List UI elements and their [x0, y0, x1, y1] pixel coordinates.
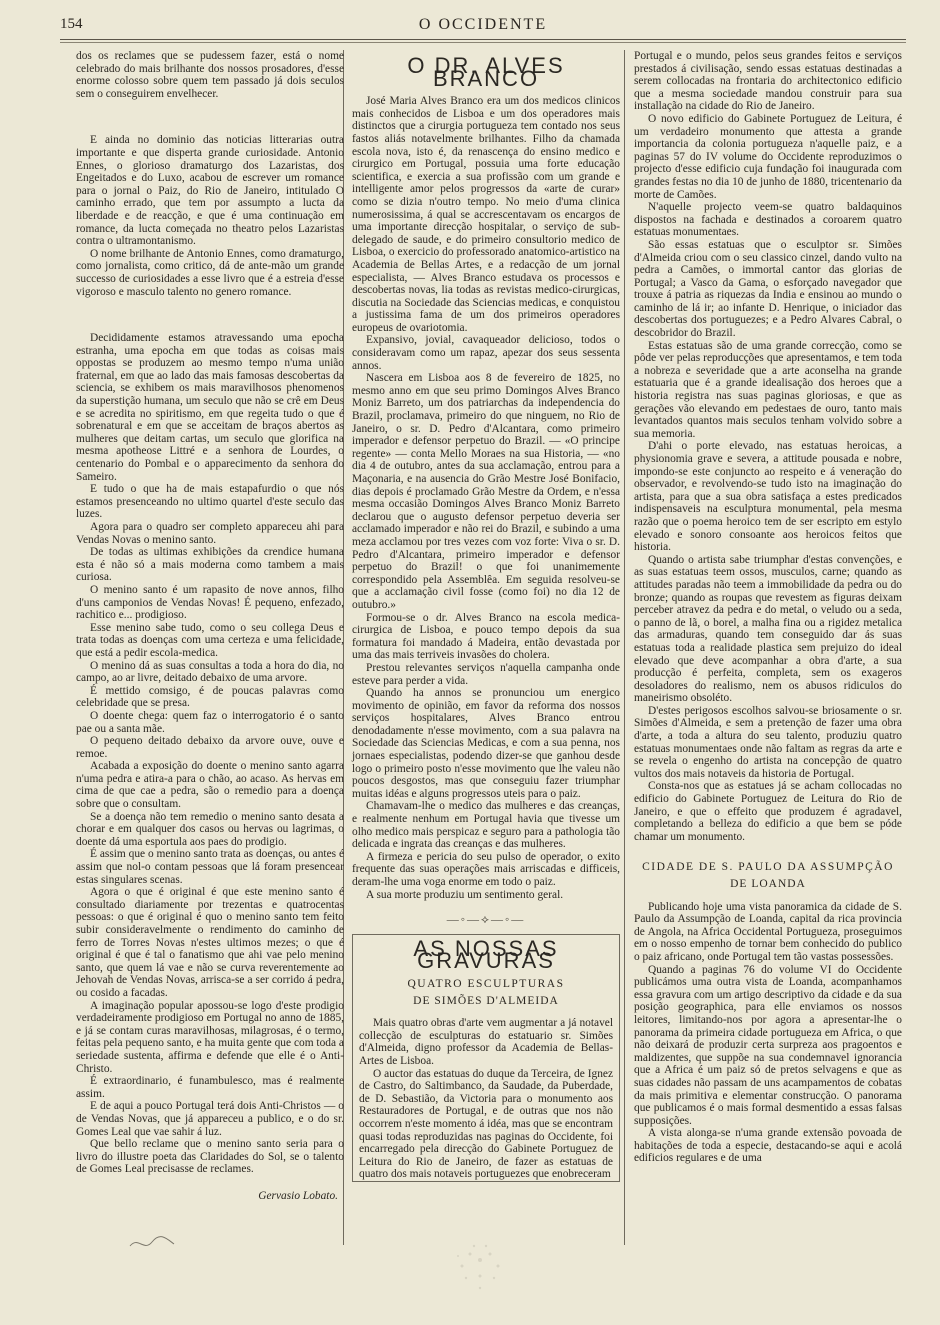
article-title: O DR. ALVES BRANCO [407, 53, 565, 91]
paragraph: O pequeno deitado debaixo da arvore ouve, ouve e remoe. [76, 735, 344, 760]
paragraph: Formou-se o dr. Alves Branco na escola medica-cirurgica de Lisboa, e pouco tempo depois da sua formatura foi mandado á Madeira, então devastada por uma das mais terriveis invasões do cholera. [352, 611, 620, 662]
paragraph: A imaginação popular apossou-se logo d'este prodigio verdadeiramente prodigioso em Portugal no anno de 1885, e já se contam curas maravilhosas, milagrosas, é o termo, feitas pela pequeno santo, e ha muita gente que com toda a seriedade sustenta, affirma e defende que elle é o Anti-Christo. [76, 999, 344, 1075]
paragraph: Quando a paginas 76 do volume VI do Occidente publicámos uma outra vista de Loanda, acompanhamos essa gravura com um artigo descriptivo da cidade e da sua posição geographica, para elle enviamos os nossos leitores, limitando-nos por agora a apresentar-lhe o panorama da primeira cidade portugueza em Africa, o que não deixará de produzir certa surpreza aos pragoentos e maldizentes, que suppõe na sua condemnavel ignorancia que a Africa é um paiz só de pretos selvagens e que as suas cidades não passam de uns acampamentos de cobatas da mais primitiva e elementar construcção. O panorama que publicamos é o mais formal desmentido a essas falsas supposições. [634, 963, 902, 1127]
paragraph: Quando o artista sabe triumphar d'estas convenções, e as suas estatuas teem ossos, musculos, carne; quando as attitudes paradas não teem a immobilidade da pedra ou do bronze; quando as roupas que revestem as figuras deixam perceber atravez da pedra e do metal, o veludo ou a seda, o panno de lã, o borel, a malha fina ou a rigidez metalica das armaduras, quando tem conseguido dar ás suas estatuas toda a realidade plastica sem prejuizo do ideal elevado que deve acompanhar a obra d'arte, a sua producção é perfeita, completa, sem os exageros desoladores do realismo, nem os abusos ridiculos do maneirismo obsoléto. [634, 553, 902, 705]
section-subtitle: DE LOANDA [730, 878, 806, 890]
paragraph: Estas estatuas são de uma grande correcção, como se pôde ver pelas reproducções que apresentamos, e tem toda a nobreza e severidade que a arte aconselha na grande estatuaria que é a grande idealisação dos heroes que a historia registra nas suas paginas gloriosas, e que as gerações vão elevando em pedestaes de ouro, tanto mais levantados quantos mais seculos tenham volvido sobre a sua memoria. [634, 339, 902, 440]
paragraph: Agora o que é original é que este menino santo é consultado diariamente por trezentas e quatrocentas pessoas: o que é original é quo o menino santo tem feito subir consideravelmente o rendimento do caminho de ferro de Torres Novas n'estes ultimos mezes; o que é original é que é tal o fanatismo que ahi vae pelo menino santo, que quem lá vae e não se curva reverentemente ao Jehovah de Vendas Novas, arrisca-se a ser corrido á pedra, ou cosido a facadas. [76, 886, 344, 999]
paragraph: Se a doença não tem remedio o menino santo desata a chorar e em qualquer dos casos ou hervas ou lagrimas, o doente dá uma esportula aos paes do prodigio. [76, 810, 344, 848]
paragraph: Quando ha annos se pronunciou um energico movimento de opinião, em favor da reforma dos nossos serviços hospitalares, Alves Branco entrou denodadamente n'esse movimento, com a sua palavra na Sociedade das Sciencias Medicas, e com a sua penna, nos jornaes especialistas, podendo dizer-se que ganhou desde logo o primeiro posto n'esse movimento que lhe valeu não poucos desgostos, mas que conseguiu fazer triumphar muitas idéas e alguns progressos uteis para o paiz. [352, 687, 620, 800]
paragraph: D'estes perigosos escolhos salvou-se briosamente o sr. Simões d'Almeida, e sem a pretenção de fazer uma obra d'arte, a toda a altura do seu talento, produziu quatro estatuas monumentaes onde não faltam as regras da arte e se revela o engenho do artista na concepção de quatro vultos dos mais notaveis da historia de Portugal. [634, 704, 902, 780]
subsection-subtitle: DE SIMÕES D'ALMEIDA [413, 994, 559, 1007]
column-divider-right [624, 50, 625, 1245]
paragraph: Consta-nos que as estatues já se acham collocadas no edificio do Gabinete Portuguez de Leitura do Rio de Janeiro, e que o effeito que produzem é agradavel, completando a belleza do edificio a que bem se póde chamar um monumento. [634, 780, 902, 843]
paragraph: O menino santo é um rapasito de nove annos, filho d'uns camponios de Vendas Novas! É pequeno, enfezado, rachitico e... prodigioso. [76, 583, 344, 622]
section-ornament: —◦—⟡—◦— [446, 912, 526, 927]
paragraph: Decididamente estamos atravessando uma epocha estranha, uma epocha em que todas as coisas mais oppostas se produzem ao mesmo tempo n'uma união fraternal, em que ao lado das mais famosas descobertas da sciencia, se exhibem os mais maravilhosos phenomenos da superstição humana, um seculo que não se crê em Deus e se acredita no spiritismo, em que regeita tudo o que é sobrenatural e em que se acceitam de braços abertos as mulheres que deitam cartas, um seculo que glorifica na mesma apotheose Littré e a senhora de Lourdes, o centenario do Pombal e o apparecimento da senhora do Sameiro. [76, 332, 344, 483]
paragraph: Nascera em Lisboa aos 8 de fevereiro de 1825, no mesmo anno em que seu primo Domingos Alves Branco Moniz Barreto, um dos patriarchas da independencia do Brazil, proclamava, primeiro do que ninguem, no Rio de Janeiro, o sr. D. Pedro d'Alcantara, como primeiro imperador e defensor perpetuo do Brazil. — «O principe regente» — conta Mello Moraes na sua Historia, — «no dia 4 de outubro, antes da sua acclamação, entrou para a Maçonaria, e na ausencia do Grão Mestre José Bonifacio, dias depois é proclamado Grão Mestre da Ordem, e n'essa mesma occasião Domingos Alves Branco Moniz Barreto declarou que o augusto defensor perpetuo deveria ser acclamado imperador e não rei do Brazil, e subindo a uma meza acclamou por tres vezes com voz forte: Viva o sr. D. Pedro d'Alcantara, primeiro imperador e defensor perpetuo do Brazil! o que foi unanimemente correspondido pela Assemblêa. Em seguida resolveu-se que a acclamação civil fosse (como foi) no dia 12 de outubro.» [352, 372, 620, 611]
paragraph: Esse menino sabe tudo, como o seu collega Deus e trata todas as doenças com uma certeza e uma felicidade, que está a pedir escola-medica. [76, 621, 344, 659]
paragraph: São essas estatuas que o esculptor sr. Simões d'Almeida criou com o seu classico cinzel, dando vulto na pedra a Camões, o immortal cantor das glorias de Portugal; a Vasco da Gama, o esforçado navegador que trouxe á patria as riquezas da India e ensinou ao mundo o caminho de lá ir; ao infante D. Henrique, o iniciador das descobertas dos portuguezes; e a Pedro Alvares Cabral, o descobridor do Brazil. [634, 238, 902, 340]
page-number: 154 [60, 16, 83, 32]
paragraph: O nome brilhante de Antonio Ennes, como dramaturgo, como jornalista, como critico, dá de ante-mão um grande successo de curiosidades a esse livro que é a estreia d'esse vigoroso e masculo talento no genero romance. [76, 247, 344, 298]
paragraph: E ainda no dominio das noticias litterarias outra importante e que disperta grande curiosidade. Antonio Ennes, o glorioso dramaturgo dos Lazaristas, dos Engeitados e do Luxo, acabou de escrever um romance para o jornal o Paiz, do Rio de Janeiro, intitulado O caminho errado, que tem por assumpto a lucta da liberdade e de reacção, e que é uma continuação em romance, da lucta começada no theatro pelos Lazaristas contra o ultramontanismo. [76, 134, 344, 248]
gravuras-section [352, 934, 620, 1182]
author-signature: Gervasio Lobato. [258, 1189, 338, 1202]
paragraph: É extraordinario, é funambulesco, mas é realmente assim. [76, 1075, 344, 1100]
page-header [60, 14, 906, 36]
column-1 [76, 50, 344, 1202]
paragraph: E de aqui a pouco Portugal terá dois Anti-Christos — o de Vendas Novas, que já appareceu a publico, e o do sr. Gomes Leal que vae sahir á luz. [76, 1100, 344, 1138]
paragraph: A firmeza e pericia do seu pulso de operador, o exito frequente das suas operações mais arriscadas e difficeis, deram-lhe uma voga enorme em todo o paiz. [352, 850, 620, 888]
paragraph: De todas as ultimas exhibições da crendice humana esta é não só a mais moderna como tambem a mais curiosa. [76, 546, 344, 584]
paragraph: Publicando hoje uma vista panoramica da cidade de S. Paulo da Assumpção de Loanda, capital da rica provincia de Angola, na Africa Occidental Portugueza, proseguimos em o nosso empenho de tornar bem conhecido do publico o paiz africano, onde Portugal tem tão vastas possessões. [634, 900, 902, 963]
section-title: AS NOSSAS GRAVURAS [413, 935, 559, 974]
paragraph: O menino dá as suas consultas a toda a hora do dia, no campo, ao ar livre, deitado debaixo de uma arvore. [76, 659, 344, 685]
paragraph: dos os reclames que se pudessem fazer, está o nome celebrado do mais brilhante dos nossos prosadores, d'esse enorme colosso sobre quem tem passado já dois seculos sem o conseguirem envelhecer. [76, 50, 344, 100]
paragraph: É mettido comsigo, é de poucas palavras como celebridade que se presa. [76, 684, 344, 710]
library-stamp [400, 1210, 560, 1310]
paragraph: O auctor das estatuas do duque da Terceira, de Ignez de Castro, do Saltimbanco, da Saudade, da Puberdade, de D. Sebastião, da Victoria para o monumento aos Restauradores de Portugal, e de outras que nos não occorrem n'este momento á idéa, mas que se encontram quasi todas reproduzidas nas paginas do Occidente, foi encarregado pela direcção do Gabinete Portuguez de Leitura do Rio de Janeiro, de fazer as estatuas de quatro dos mais notaveis portuguezes que enobreceram [359, 1067, 613, 1181]
paragraph: Chamavam-lhe o medico das mulheres e das creanças, e realmente nenhum em Portugal havia que tivesse um olho medico mais perspicaz e seguro para a pathologia tão delicada e ingrata das creanças e das mulheres. [352, 800, 620, 851]
running-title: O OCCIDENTE [418, 16, 548, 33]
paragraph: Prestou relevantes serviços n'aquella campanha onde esteve para perder a vida. [352, 661, 620, 687]
section-title: CIDADE DE S. PAULO DA ASSUMPÇÃO [642, 861, 894, 874]
paragraph: José Maria Alves Branco era um dos medicos clinicos mais conhecidos de Lisboa e um dos operadores mais distinctos que a cirurgia portugueza tem contado nos seus fastos aliás notavelmente brilhantes. Filho da chamada escola nova, isto é, da renascença do ensino medico e cirurgico em Portugal, possuia uma forte educação scientifica, e exercia a sua profissão com um grande e intelligente amor pelos progressos da «arte de curar» como se dizia n'outro tempo. No meio d'uma clinica numerosissima, á qual se accrescentavam os encargos de uma importante direcção hospitalar, o serviço de sub-delegado de saude, e do primeiro consultorio medico de Lisboa, o exercicio do professorado anatomico-artistico na Academia de Bellas Artes, e a redacção de um jornal especialista, — Alves Branco estudava os processos e descobertas novas, lia todas as revistas medico-cirurgicas, discutia na Sociedade das Sciencias medicas, e conquistou a justissima fama de um dos primeiros operadores europeus de ovariotomia. [352, 95, 620, 334]
column-2 [352, 50, 620, 1182]
paragraph: N'aquelle projecto veem-se quatro baldaquinos dispostos na fachada e destinados a coroarem quatro estatuas monumentaes. [634, 201, 902, 239]
paragraph: O doente chega: quem faz o interrogatorio é o santo pae ou a santa mãe. [76, 709, 344, 735]
paragraph: D'ahi o porte elevado, nas estatuas heroicas, a physionomia grave e severa, a attitude pousada e nobre, impondo-se este conjuncto ao respeito e á veneração do observador, e revolvendo-se tudo isto na imaginação do artista, para que a sua obra satisfaça a estes predicados indispensaveis na esculptura monumental, pela mesma razão que o poema heroico tem de ser escripto em estylo elevado e sonoro consoante aos heroicos feitos que historia. [634, 440, 902, 554]
paragraph: Acabada a exposição do doente o menino santo agarra n'uma pedra e atira-a para o chão, ao acaso. As hervas em cima de que cae a pedra, são o remedio para a doença sobre que o consultam. [76, 760, 344, 811]
paragraph: Mais quatro obras d'arte vem augmentar a já notavel collecção de esculpturas do estatuario sr. Simões d'Almeida, digno professor da Academia de Bellas-Artes de Lisboa. [359, 1017, 613, 1067]
paragraph: Que bello reclame que o menino santo seria para o livro do illustre poeta das Claridades do Sol, se o talento de Gomes Leal precisasse de reclames. [76, 1138, 344, 1176]
column-3 [634, 50, 902, 1165]
paragraph: A sua morte produziu um sentimento geral. [366, 888, 564, 901]
paragraph: Expansivo, jovial, cavaqueador delicioso, todos o consideravam como um rapaz, apezar dos seus sessenta annos. [352, 334, 620, 372]
paragraph: O novo edificio do Gabinete Portuguez de Leitura, é um verdadeiro monumento que attesta a grande importancia da colonia portugueza n'aquelle paiz, e a paginas 57 do IV volume do Occidente reproduzimos o projecto d'esse edificio cuja fundação foi inaugurada com grandes festas no dia 10 de junho de 1880, tricentenario da morte de Camões. [634, 112, 902, 201]
paragraph: E tudo o que ha de mais estapafurdio o que nós estamos presenceando no ultimo quartel d'este seculo das luzes. [76, 483, 344, 521]
header-rule-secondary [60, 42, 906, 43]
subsection-title: QUATRO ESCULPTURAS [407, 977, 565, 990]
paragraph: A vista alonga-se n'uma grande extensão povoada de habitações de toda a especie, destacando-se aqui e acolá edificios regulares e de uma [634, 1127, 902, 1165]
ink-mark [128, 1232, 178, 1254]
paragraph: É assim que o menino santo trata as doenças, ou antes é assim que nol-o contam pessoas que lá foram presencear estas singulares scenas. [76, 848, 344, 886]
paragraph: Portugal e o mundo, pelos seus grandes feitos e serviços prestados á civilisação, sendo essas estatuas destinadas a serem collocadas na frontaria do architectonico edificio que a mesma sociedade mandou construir para sua installação na cidade do Rio de Janeiro. [634, 50, 902, 113]
paragraph: Agora para o quadro ser completo appareceu ahi para Vendas Novas o menino santo. [76, 521, 344, 546]
header-rule [60, 39, 906, 40]
